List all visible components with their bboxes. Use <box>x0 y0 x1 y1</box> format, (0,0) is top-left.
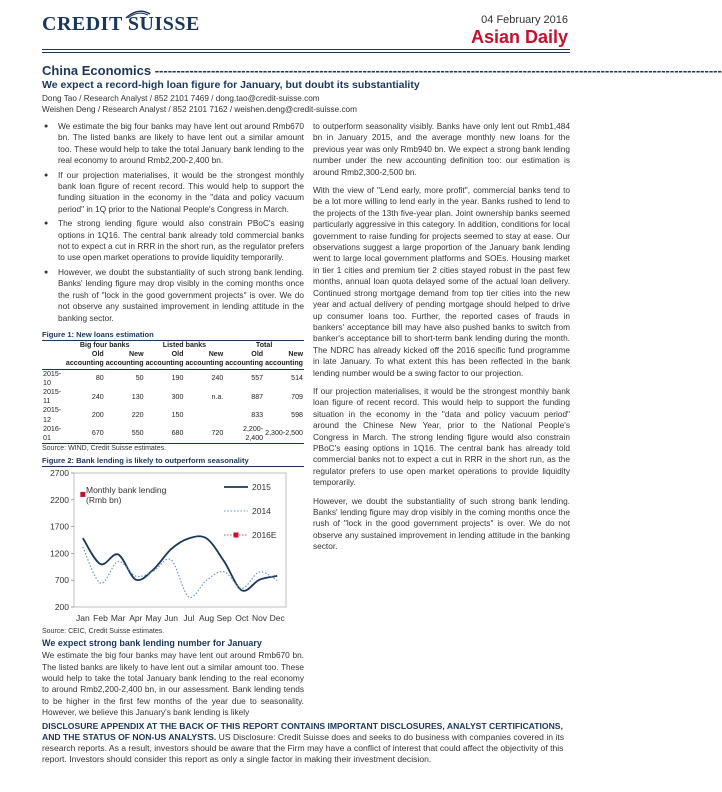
y-tick-label: 2700 <box>50 468 69 479</box>
x-tick-label: Jan <box>75 613 90 624</box>
left-column <box>42 121 304 726</box>
y-tick-label: 700 <box>54 575 69 586</box>
row-label: 2015-10 <box>43 369 62 387</box>
table-cell: 300 <box>171 392 184 401</box>
sub-header: Old <box>91 350 104 359</box>
right-paragraph: If our projection materialises, it would be the strongest monthly bank loan figure of recent record. This would help to support the funding situation in the economy in the "data and policy vacuum period" around the Chinese New Year, prior to the National People's Congress in March. The strong lending figure would also constrain PBoC's easing options in 1Q16. The central bank has already told commercial banks not to expect a cut in RRR in the short run, as the regulator prefers to use open market operations to provide liquidity temporarily. <box>313 385 570 488</box>
figure2-title: Figure 2: Bank lending is likely to outperform seasonality <box>42 456 304 467</box>
table-cell: 670 <box>91 429 104 438</box>
table-cell <box>184 406 224 424</box>
table-cell: 2,200-2,400 <box>243 424 264 442</box>
table-row <box>42 406 304 424</box>
legend-label: 2014 <box>252 506 271 517</box>
sub-header: accounting <box>265 359 303 368</box>
table-row <box>42 388 304 406</box>
legend-marker-2016e <box>234 533 239 538</box>
table-corner <box>42 341 65 350</box>
bullet-item: ● However, we doubt the substantiality of such strong bank lending. Banks' lending figure may drop visibly in the coming months once the rush of "lock in the good government projects" is over. We do not observe any sustained improvement in lending attitude in the banking sector. <box>58 267 304 324</box>
sub-header: accounting <box>145 359 184 368</box>
sail-icon <box>125 9 151 19</box>
row-label: 2016-01 <box>43 424 62 442</box>
sub-heading: We expect strong bank lending number for January <box>42 638 262 649</box>
section-label: China Economics <box>42 63 155 78</box>
row-label: 2015-12 <box>43 406 62 424</box>
table-cell: 150 <box>171 410 184 419</box>
sub-header: accounting <box>185 359 224 368</box>
table-cell: 550 <box>131 429 144 438</box>
sub-header: accounting <box>105 359 144 368</box>
disclosure-caps: DISCLOSURE APPENDIX AT THE BACK OF THIS REPORT CONTAINS IMPORTANT DISCLOSURES, ANALYST CERTIFICATIONS, AND THE STATUS OF NON-US ANALYSTS. <box>42 721 563 742</box>
table-cell: 514 <box>291 374 303 383</box>
logo-text: CREDIT SUISSE <box>42 13 200 35</box>
table-cell: 190 <box>171 374 184 383</box>
table-cell: 598 <box>291 410 303 419</box>
table-cell: 50 <box>135 374 144 383</box>
bullet-item: ● If our projection materialises, it would be the strongest monthly bank loan figure of recent record. This would help to support the funding situation in the economy in the "data and policy vacuum period" in 1Q prior to the National People's Congress in March. <box>58 170 304 216</box>
table-row <box>42 425 304 444</box>
bullet-item: ● We estimate the big four banks may have lent out around Rmb670 bn. The listed banks are likely to have lent out a similar amount too. These would help to take the total January bank lending to the real economy to around Rmb2,200-2,400 bn. <box>58 121 304 167</box>
series-marker-2016e <box>80 492 85 497</box>
disclosure-text: US Disclosure: Credit Suisse does and seeks to do business with companies covered in its research reports. As a result, investors should be aware that the Firm may have a conflict of interest that could affect the objectivity of this report. Investors should consider this report as only a single factor in making their investment decision. <box>42 732 565 764</box>
table-cell: 200 <box>91 410 104 419</box>
header-rule-2 <box>42 52 570 53</box>
table-cell: 720 <box>211 429 224 438</box>
author-line-1: Dong Tao / Research Analyst / 852 2101 7469 / dong.tao@credit-suisse.com <box>42 94 320 103</box>
header-rule <box>42 49 570 50</box>
sub-header: New <box>129 350 144 359</box>
x-tick-label: May <box>145 613 162 624</box>
series-line-2015 <box>83 536 277 591</box>
report-date: 04 February 2016 <box>481 14 568 26</box>
lending-chart <box>42 467 304 627</box>
sub-header: Old <box>251 350 264 359</box>
figure1-title: Figure 1: New loans estimation <box>42 330 304 341</box>
new-loans-table <box>42 341 304 444</box>
sub-header: Old <box>171 350 184 359</box>
credit-suisse-logo <box>42 13 200 36</box>
right-paragraph: to outperform seasonality visibly. Banks have only lent out Rmb1,484 bn in January 2015, and the average monthly new loans for the previous year was only Rmb940 bn. We expect a strong bank lending number under the new accounting definition too: our estimation is around Rmb2,300-2,500 bn. <box>313 121 570 177</box>
y-tick-label: 1700 <box>50 521 69 532</box>
publication-title: Asian Daily <box>470 27 568 47</box>
y-tick-label: 1200 <box>50 548 69 559</box>
x-tick-label: Dec <box>269 613 285 624</box>
sub-header: New <box>208 350 224 359</box>
table-cell: 557 <box>251 374 264 383</box>
article-headline: We expect a record-high loan figure for January, but doubt its substantiality <box>42 79 420 91</box>
x-tick-label: Jul <box>183 613 195 624</box>
section-title <box>42 63 722 78</box>
table-corner <box>42 350 65 359</box>
x-tick-label: Aug <box>198 613 215 624</box>
x-tick-label: Apr <box>129 613 143 624</box>
table-cell: 130 <box>131 392 144 401</box>
figure2-source: Source: CEIC, Credit Suisse estimates. <box>42 628 165 636</box>
table-cell: 240 <box>91 392 104 401</box>
table-cell: n.a. <box>211 392 224 401</box>
x-tick-label: Sep <box>216 613 232 624</box>
table-cell: 709 <box>291 392 303 401</box>
disclosure-footer <box>42 721 570 765</box>
legend-label: 2015 <box>252 482 271 493</box>
x-tick-label: Jun <box>164 613 179 624</box>
x-tick-label: Nov <box>251 613 268 624</box>
table-cell: 80 <box>95 374 104 383</box>
table-cell: 2,300-2,500 <box>265 429 303 438</box>
table-cell: 833 <box>251 410 264 419</box>
y-tick-label: 200 <box>54 602 69 613</box>
lending-chart-svg <box>42 467 304 627</box>
chart-title: Monthly bank lending <box>86 485 167 496</box>
table-cell: 680 <box>171 429 184 438</box>
row-label: 2015-11 <box>43 387 62 406</box>
table-row <box>42 369 304 388</box>
table-cell: 240 <box>211 374 224 383</box>
sub-header: New <box>288 350 303 359</box>
x-tick-label: Mar <box>110 613 126 624</box>
summary-bullets <box>42 121 304 324</box>
sub-header: accounting <box>65 359 104 368</box>
group-header: Total <box>255 340 273 349</box>
author-line-2: Weishen Deng / Research Analyst / 852 2101 7162 / weishen.deng@credit-suisse.com <box>42 105 357 114</box>
left-paragraph: We estimate the big four banks may have lent out around Rmb670 bn. The listed banks are likely to have lent out a similar amount too. These would help to take the total January bank lending to the real economy to around Rmb2,200-2,400 bn, in our assessment. Bank lending tends to be higher in the first few months of the year due to seasonality. However, we believe this January's bank lending is likely <box>42 650 304 718</box>
y-tick-label: 2200 <box>50 494 69 505</box>
table-cell: 887 <box>251 392 264 401</box>
group-header: Listed banks <box>162 340 207 349</box>
section-dashes: ----------------------------------------------------------------------------------------------------------------------------------- <box>154 63 722 78</box>
figure1-source: Source: WIND, Credit Suisse estimates. <box>42 445 167 453</box>
bullet-item: ● The strong lending figure would also constrain PBoC's easing options in 1Q16. The central bank already told commercial banks not to expect a cut in RRR in the short run, as the regulator prefers to use open market operations to provide liquidity temporarily. <box>58 218 304 264</box>
right-column <box>313 121 570 560</box>
group-header: Big four banks <box>79 340 130 349</box>
sub-header: accounting <box>225 359 264 368</box>
x-tick-label: Feb <box>93 613 108 624</box>
right-paragraph: However, we doubt the substantiality of such strong bank lending. Banks' lending figure may drop visibly in the coming months once the rush of "lock in the good government projects" is over. We do not observe any sustained improvement in lending attitude in the banking sector. <box>313 495 570 552</box>
x-tick-label: Oct <box>235 613 249 624</box>
chart-subtitle: (Rmb bn) <box>86 495 122 506</box>
table-corner <box>42 359 65 369</box>
legend-label: 2016E <box>252 530 277 541</box>
table-cell: 220 <box>131 410 144 419</box>
right-paragraph: With the view of "Lend early, more profit", commercial banks tend to be a lot more willing to lend early in the year. Banks rushed to lend to the projects of the 13th five-year plan. Joint ownership banks seemed particularly aggressive in this category. In addition, conditions for local government to raise funding for projects seemed to stay at ease. Our observations suggest a large proportion of the January bank lending went to large local government platforms and SOEs. Housing market in tier 1 cities and premium tier 2 cities stayed robust in the past few months, annual loan quota delayed some of the actual loan delivery. Continued strong mortgage demand from top tier cities into the new year and actual delivery of pending mortgage should helped to drive up consumer loans too. Further, the reported cases of frauds in bankers' acceptance bill may have also pushed banks to switch from banker's acceptance bill to short-term bank lending during the month. The NDRC has already kicked off the 2016 specific fund programme in late January. To what extent this has been reflected in the bank lending number would be a swing factor to our projection. <box>313 185 570 378</box>
